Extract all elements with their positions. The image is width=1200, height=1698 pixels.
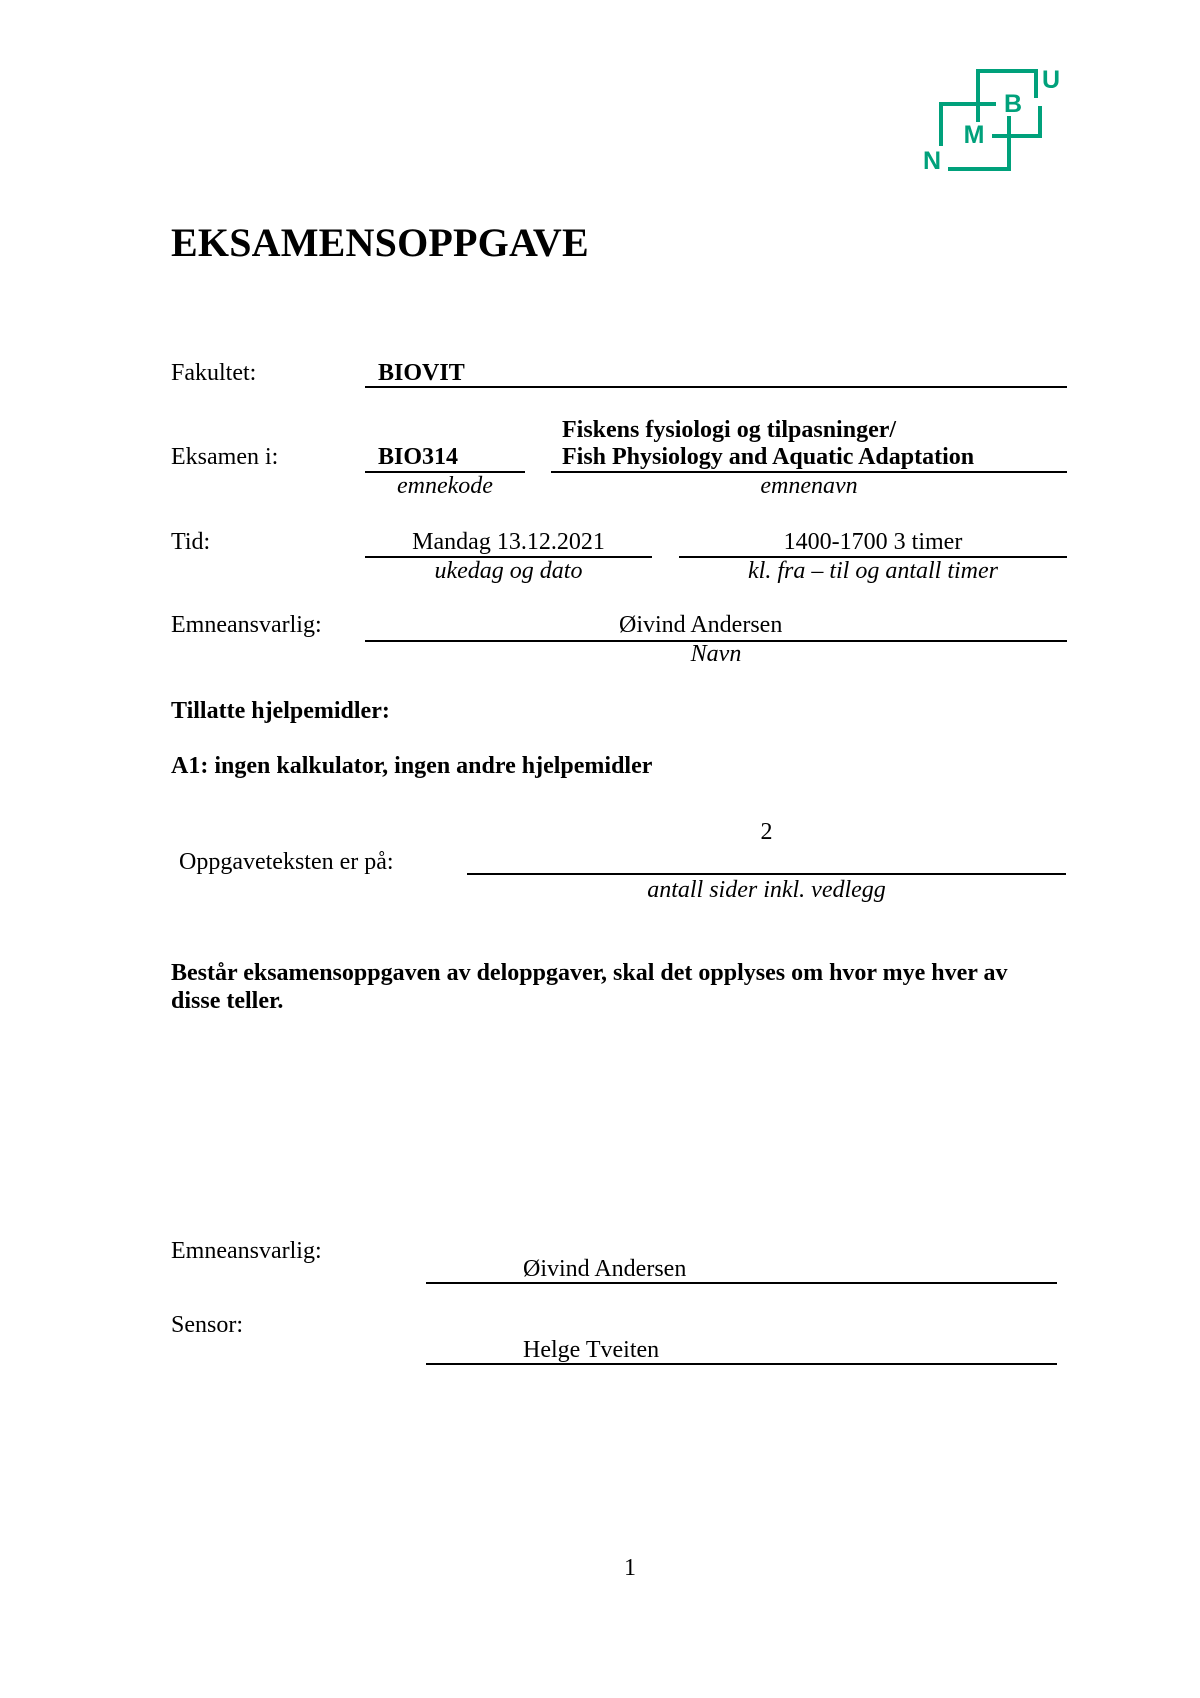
signature-emneansvarlig-underline	[426, 1282, 1057, 1284]
page-count-underline	[467, 873, 1066, 875]
course-code: BIO314	[378, 444, 459, 470]
aids-heading: Tillatte hjelpemidler:	[171, 698, 390, 724]
nmbu-logo	[918, 62, 1063, 178]
logo-letter-u: U	[1041, 66, 1061, 94]
page-count-value: 2	[760, 819, 773, 845]
logo-letter-n: N	[922, 147, 942, 175]
emneansvarlig-label: Emneansvarlig:	[171, 612, 322, 638]
exam-date-caption: ukedag og dato	[434, 558, 583, 584]
course-name-caption: emnenavn	[760, 473, 858, 499]
signature-sensor-name: Helge Tveiten	[523, 1337, 660, 1363]
subtask-note-line1: Består eksamensoppgaven av deloppgaver, skal det opplyses om hvor mye hver av	[171, 960, 1008, 986]
page-title: EKSAMENSOPPGAVE	[171, 220, 589, 265]
exam-time-caption: kl. fra – til og antall timer	[748, 558, 998, 584]
aids-text: A1: ingen kalkulator, ingen andre hjelpemidler	[171, 753, 653, 779]
emneansvarlig-caption: Navn	[690, 641, 742, 667]
signature-sensor-underline	[426, 1363, 1057, 1365]
tid-label: Tid:	[171, 529, 211, 555]
exam-time: 1400-1700 3 timer	[783, 529, 963, 555]
fakultet-underline	[365, 386, 1067, 388]
course-name-line2: Fish Physiology and Aquatic Adaptation	[562, 444, 975, 470]
logo-letter-m: M	[963, 121, 985, 149]
fakultet-label: Fakultet:	[171, 360, 257, 386]
subtask-note-line2: disse teller.	[171, 988, 284, 1014]
fakultet-value: BIOVIT	[378, 360, 465, 386]
signature-emneansvarlig-name: Øivind Andersen	[523, 1256, 687, 1282]
signature-sensor-label: Sensor:	[171, 1312, 243, 1338]
page-count-caption: antall sider inkl. vedlegg	[647, 877, 886, 903]
course-code-caption: emnekode	[397, 473, 493, 499]
logo-letter-b: B	[1003, 90, 1023, 118]
page-number: 1	[624, 1555, 636, 1581]
signature-emneansvarlig-label: Emneansvarlig:	[171, 1238, 322, 1264]
emneansvarlig-value: Øivind Andersen	[619, 612, 783, 638]
page-count-label: Oppgaveteksten er på:	[179, 849, 394, 875]
eksamen-label: Eksamen i:	[171, 444, 279, 470]
course-name-line1: Fiskens fysiologi og tilpasninger/	[562, 417, 897, 443]
exam-date: Mandag 13.12.2021	[412, 529, 605, 555]
